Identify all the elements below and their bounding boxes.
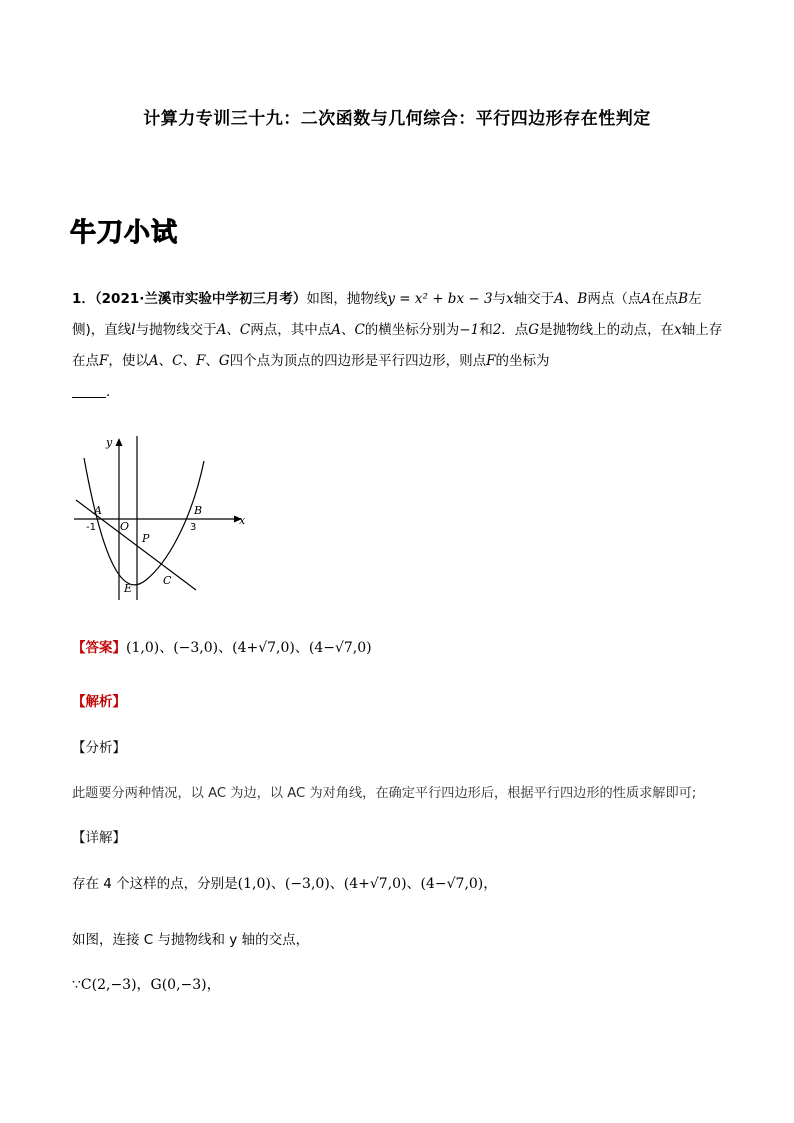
problem-text: 和 xyxy=(479,322,493,338)
problem-text: 如图，抛物线 xyxy=(306,291,388,307)
value-neg1: −1 xyxy=(459,322,480,338)
problem-text: 轴交于 xyxy=(513,291,555,307)
problem-text: 是抛物线上的动点，在 xyxy=(539,322,675,338)
var-G: G xyxy=(218,353,230,369)
problem-text: 、 xyxy=(182,353,196,369)
detail-label: 【详解】 xyxy=(72,830,126,846)
problem-text: ． xyxy=(106,384,120,400)
var-F: F xyxy=(195,353,206,369)
answer-line xyxy=(72,636,372,657)
label-B: B xyxy=(194,504,203,517)
problem-text: 、 xyxy=(205,353,219,369)
var-A: A xyxy=(216,322,227,338)
problem-text: 的坐标为 xyxy=(495,353,550,369)
problem-text: 轴上存在点 xyxy=(72,322,723,369)
var-B: B xyxy=(577,291,588,307)
var-C: C xyxy=(239,322,251,338)
problem-source: （2021·兰溪市实验中学初三月考） xyxy=(94,291,307,307)
label-C: C xyxy=(163,574,172,587)
var-F: F xyxy=(99,353,109,369)
answer-blank xyxy=(72,381,106,398)
fenxi-label: 【分析】 xyxy=(72,740,126,756)
answer-label: 【答案】 xyxy=(72,640,126,656)
problem-text: 与抛物线交于 xyxy=(135,322,217,338)
label-P: P xyxy=(142,532,150,545)
problem-statement xyxy=(72,284,732,408)
detail-line-1 xyxy=(72,872,497,893)
label-3: 3 xyxy=(190,522,197,533)
problem-text: 左侧)，直线 xyxy=(72,291,702,338)
section-heading: 牛刀小试 xyxy=(70,218,179,248)
problem-text: 与 xyxy=(492,291,507,307)
detail-line-2: 如图，连接 C 与抛物线和 y 轴的交点， xyxy=(72,932,310,948)
analysis-label: 【解析】 xyxy=(72,694,126,710)
page-title: 计算力专训三十九：二次函数与几何综合：平行四边形存在性判定 xyxy=(143,109,651,129)
var-A: A xyxy=(148,353,159,369)
var-C: C xyxy=(172,353,183,369)
problem-text: 、 xyxy=(158,353,173,369)
detail-line-3: ∵C(2,−3)，G(0,−3)， xyxy=(72,977,221,993)
var-A: A xyxy=(554,291,564,307)
value-2: 2 xyxy=(492,322,502,338)
parabola-equation: y = x² + bx − 3 xyxy=(387,291,493,307)
var-x: x xyxy=(506,291,514,307)
y-axis-arrow xyxy=(116,438,123,446)
answer-values: (1,0)、(−3,0)、(4+√7,0)、(4−√7,0) xyxy=(126,640,372,656)
var-x: x xyxy=(674,322,682,338)
label-neg1: -1 xyxy=(86,522,96,533)
problem-text: 的横坐标分别为 xyxy=(364,322,460,338)
label-A: A xyxy=(94,504,102,517)
var-A: A xyxy=(331,322,341,338)
problem-text: ，使以 xyxy=(108,353,149,369)
parabola xyxy=(84,458,204,585)
var-l: l xyxy=(131,322,136,338)
var-F: F xyxy=(486,353,496,369)
label-y: y xyxy=(106,436,113,449)
problem-number: 1． xyxy=(72,291,95,307)
var-B: B xyxy=(678,291,689,307)
label-O: O xyxy=(120,520,130,533)
var-A: A xyxy=(641,291,652,307)
problem-text: 、 xyxy=(226,322,240,338)
detail-values: (1,0)、(−3,0)、(4+√7,0)、(4−√7,0)， xyxy=(237,876,498,892)
var-C: C xyxy=(354,322,365,338)
problem-text: ．点 xyxy=(501,322,529,338)
detail-text: 存在 4 个这样的点，分别是 xyxy=(72,876,238,892)
problem-text: 在点 xyxy=(651,291,679,307)
label-E: E xyxy=(124,582,133,595)
var-G: G xyxy=(528,322,540,338)
problem-text: 两点（点 xyxy=(587,291,642,307)
label-x: x xyxy=(239,514,246,527)
problem-text: 、 xyxy=(563,291,578,307)
problem-text: 、 xyxy=(340,322,355,338)
problem-text: 四个点为顶点的四边形是平行四边形，则点 xyxy=(229,353,487,369)
parabola-figure xyxy=(66,428,256,603)
fenxi-text: 此题要分两种情况，以 AC 为边，以 AC 为对角线，在确定平行四边形后，根据平行四边形的性质求解即可; xyxy=(72,786,697,801)
problem-text: 两点，其中点 xyxy=(250,322,332,338)
